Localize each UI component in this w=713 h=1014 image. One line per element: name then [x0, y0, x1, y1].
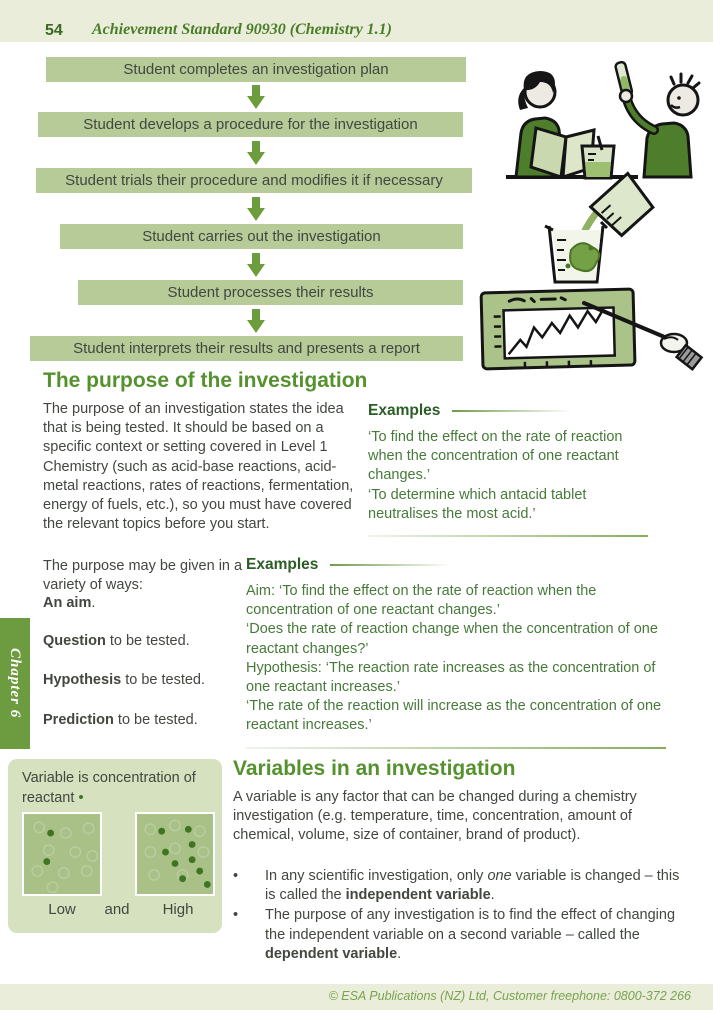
bullet-item: [233, 906, 688, 964]
examples-rule-line: [330, 564, 450, 566]
variables-body-paragraph: A variable is any factor that can be changed during a chemistry investigation (e.g. temperature, time, concentration, amount of chemical, volume, size of container, brand of product).: [233, 789, 637, 844]
way-prediction: [43, 711, 253, 730]
page-header: [0, 0, 713, 42]
examples-box-2: [246, 556, 666, 749]
bullet-segment: .: [397, 945, 402, 962]
way-term: Prediction: [43, 712, 114, 728]
down-arrow-icon: [247, 309, 265, 333]
label-and: and: [104, 901, 130, 918]
examples-heading: Examples: [246, 556, 319, 573]
down-arrow-icon: [247, 253, 265, 277]
flow-step: Student processes their results: [78, 280, 463, 305]
bullet-segment: variable is changed – this is called the: [265, 868, 680, 904]
chapter-tab: Chapter 6: [0, 618, 30, 749]
flow-step: Student completes an investigation plan: [46, 57, 466, 82]
way-rest: to be tested.: [105, 633, 190, 649]
flow-step: Student interprets their results and presents a report: [30, 336, 463, 361]
example-item: Aim: ‘To find the effect on the rate of reaction when the concentration of one reactant changes.’: [246, 583, 597, 619]
example-item: ‘Does the rate of reaction change when the concentration of one reactant changes?’: [246, 621, 658, 657]
header-title: Achievement Standard 90930 (Chemistry 1.1): [92, 21, 392, 38]
examples-box-1: [368, 402, 648, 537]
bullet-text: [265, 867, 688, 905]
bullet-item: [233, 867, 688, 905]
examples-bottom-rule: [246, 747, 666, 749]
way-term: Question: [43, 633, 106, 649]
way-rest: to be tested.: [121, 672, 206, 688]
down-arrow-icon: [247, 141, 265, 165]
down-arrow-icon: [247, 197, 265, 221]
examples-heading: Examples: [368, 402, 441, 419]
page-footer: [0, 984, 713, 1010]
low-concentration-diagram: [22, 812, 102, 896]
purpose-section-title: The purpose of the investigation: [43, 369, 368, 392]
variables-bullet-list: [233, 867, 688, 965]
example-item: ‘To find the effect on the rate of reaction when the concentration of one reactant changes.’: [368, 429, 623, 484]
purpose-body-paragraph: The purpose of an investigation states the idea that is being tested. It should be based on a specific context or setting covered in Level 1 Chemistry (such as acid-base reactions, acid-metal reactions, rates of reactions, fermentation, energy of fuels, etc.), so you must have covered the relevant topics before you start.: [43, 401, 354, 533]
bullet-icon: [233, 906, 265, 964]
page-number: 54: [45, 22, 63, 39]
way-term: An aim: [43, 595, 92, 611]
way-rest: to be tested.: [113, 712, 198, 728]
way-question: [43, 632, 253, 651]
way-rest: .: [91, 595, 96, 611]
example-item: ‘To determine which antacid tablet neutralises the most acid.’: [368, 486, 587, 522]
example-item: ‘The rate of the reaction will increase as the concentration of one reactant increases.’: [246, 698, 662, 734]
example-item: Hypothesis: ‘The reaction rate increases as the concentration of one reactant increases.’: [246, 659, 656, 696]
label-low: Low: [48, 901, 76, 918]
hand-pointing-graph-illustration: [476, 283, 710, 375]
bullet-segment: The purpose of any investigation is to find the effect of changing the independent variable on a second variable – called the: [265, 907, 676, 943]
bullet-text: [265, 906, 688, 964]
way-hypothesis: [43, 671, 253, 690]
ways-intro: The purpose may be given in a variety of ways:: [43, 558, 243, 594]
flow-step: Student trials their procedure and modifies it if necessary: [36, 168, 472, 193]
examples-rule-line: [452, 410, 572, 412]
way-term: Hypothesis: [43, 672, 122, 688]
high-concentration-diagram: [135, 812, 215, 896]
pouring-beaker-illustration: [505, 170, 685, 290]
flow-step: Student carries out the investigation: [60, 224, 463, 249]
way-aim: [43, 594, 253, 613]
bullet-segment: .: [490, 887, 495, 904]
reactant-dot-icon: •: [78, 789, 84, 807]
sidebox-caption-text: Variable is concentration of reactant: [22, 770, 196, 807]
down-arrow-icon: [247, 85, 265, 109]
label-high: High: [162, 901, 194, 918]
bullet-bold: dependent variable: [265, 945, 398, 962]
sidebox-caption: [22, 769, 212, 808]
bullet-bold: independent variable: [345, 887, 491, 904]
bullet-italic: one: [487, 868, 512, 884]
flow-step: Student develops a procedure for the investigation: [38, 112, 463, 137]
variables-section-title: Variables in an investigation: [233, 757, 516, 780]
bullet-icon: [233, 867, 265, 905]
examples-bottom-rule: [368, 535, 648, 537]
bullet-segment: In any scientific investigation, only: [265, 868, 488, 884]
variable-concentration-sidebox: [8, 759, 222, 933]
footer-copyright: © ESA Publications (NZ) Ltd, Customer freephone: 0800-372 266: [328, 989, 691, 1003]
students-experiment-illustration: [478, 50, 712, 188]
